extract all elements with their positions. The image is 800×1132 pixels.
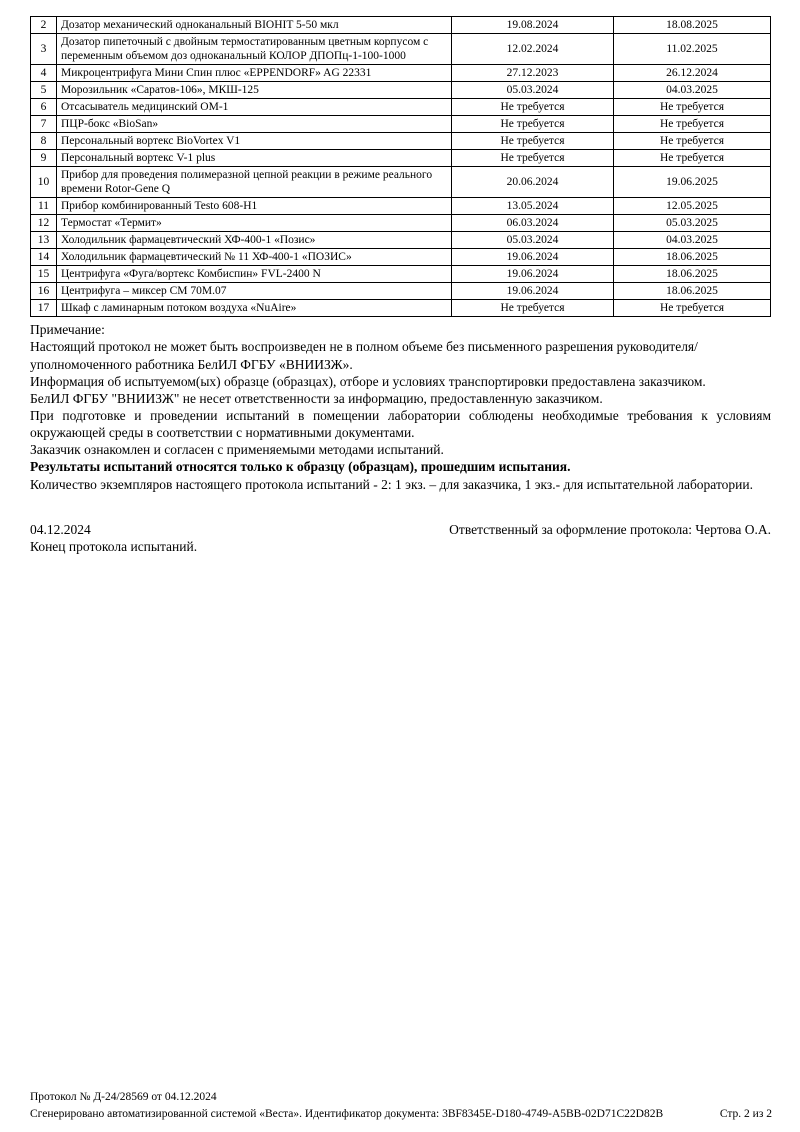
footer-protocol-number: Протокол № Д-24/28569 от 04.12.2024	[30, 1091, 217, 1103]
verification-date-cell: Не требуется	[452, 99, 614, 116]
validity-date-cell: 04.03.2025	[614, 82, 771, 99]
equipment-name-cell: Персональный вортекс BioVortex V1	[57, 133, 452, 150]
table-row	[31, 65, 771, 82]
verification-date-cell: Не требуется	[452, 150, 614, 167]
table-row	[31, 283, 771, 300]
table-row	[31, 150, 771, 167]
equipment-name-cell: Прибор для проведения полимеразной цепной реакции в режиме реального времени Rotor-Gene Q	[57, 167, 452, 198]
note-paragraph: Настоящий протокол не может быть воспроизведен не в полном объеме без письменного разрешения руководителя/уполномоченного работника БелИЛ ФГБУ «ВНИИЗЖ».	[30, 339, 698, 372]
footer-page-number: Стр. 2 из 2	[719, 1108, 772, 1121]
row-number-cell: 2	[31, 17, 57, 34]
validity-date-cell: 18.06.2025	[614, 266, 771, 283]
validity-date-cell: 05.03.2025	[614, 215, 771, 232]
table-row	[31, 215, 771, 232]
notes-paragraphs	[30, 338, 771, 492]
footer-generated-row	[30, 1106, 772, 1123]
page-content	[30, 16, 771, 555]
row-number-cell: 6	[31, 99, 57, 116]
table-row	[31, 133, 771, 150]
verification-date-cell: 13.05.2024	[452, 198, 614, 215]
row-number-cell: 5	[31, 82, 57, 99]
verification-date-cell: 05.03.2024	[452, 82, 614, 99]
row-number-cell: 4	[31, 65, 57, 82]
validity-date-cell: 18.08.2025	[614, 17, 771, 34]
equipment-name-cell: Дозатор механический одноканальный BIOHIT 5-50 мкл	[57, 17, 452, 34]
table-row	[31, 300, 771, 317]
note-paragraph: Количество экземпляров настоящего протокола испытаний - 2: 1 экз. – для заказчика, 1 экз.- для испытательной лаборатории.	[30, 476, 753, 492]
verification-date-cell: Не требуется	[452, 300, 614, 317]
verification-date-cell: 19.08.2024	[452, 17, 614, 34]
row-number-cell: 11	[31, 198, 57, 215]
equipment-name-cell: Морозильник «Саратов-106», МКШ-125	[57, 82, 452, 99]
footer-generated-text: Сгенерировано автоматизированной системой «Веста». Идентификатор документа: 3BF8345E-D180-4749-A5BB-02D71C22D82B	[30, 1108, 664, 1121]
equipment-name-cell: Центрифуга – миксер СМ 70М.07	[57, 283, 452, 300]
verification-date-cell: 19.06.2024	[452, 249, 614, 266]
table-row	[31, 17, 771, 34]
validity-date-cell: Не требуется	[614, 99, 771, 116]
row-number-cell: 17	[31, 300, 57, 317]
validity-date-cell: Не требуется	[614, 133, 771, 150]
verification-date-cell: 06.03.2024	[452, 215, 614, 232]
table-row	[31, 34, 771, 65]
equipment-name-cell: Термостат «Термит»	[57, 215, 452, 232]
notes-section	[30, 321, 771, 492]
equipment-name-cell: Микроцентрифуга Мини Спин плюс «EPPENDORF» AG 22331	[57, 65, 452, 82]
equipment-name-cell: Центрифуга «Фуга/вортекс Комбиспин» FVL-2400 N	[57, 266, 452, 283]
end-of-protocol-text: Конец протокола испытаний.	[30, 538, 198, 554]
equipment-name-cell: Холодильник фармацевтический № 11 ХФ-400-1 «ПОЗИС»	[57, 249, 452, 266]
verification-date-cell: Не требуется	[452, 116, 614, 133]
note-paragraph: Информация об испытуемом(ых) образце (образцах), отборе и условиях транспортировки предоставлена заказчиком.	[30, 373, 706, 389]
verification-date-cell: 19.06.2024	[452, 266, 614, 283]
validity-date-cell: 12.05.2025	[614, 198, 771, 215]
verification-date-cell: 20.06.2024	[452, 167, 614, 198]
verification-date-cell: Не требуется	[452, 133, 614, 150]
protocol-date: 04.12.2024	[30, 521, 91, 537]
validity-date-cell: 18.06.2025	[614, 283, 771, 300]
equipment-table-body	[31, 17, 771, 317]
note-paragraph: Заказчик ознакомлен и согласен с применяемыми методами испытаний.	[30, 442, 444, 458]
table-row	[31, 232, 771, 249]
table-row	[31, 116, 771, 133]
validity-date-cell: 26.12.2024	[614, 65, 771, 82]
row-number-cell: 8	[31, 133, 57, 150]
table-row	[31, 99, 771, 116]
verification-date-cell: 27.12.2023	[452, 65, 614, 82]
note-paragraph: При подготовке и проведении испытаний в помещении лаборатории соблюдены необходимые требования к условиям окружающей среды в соответствии с нормативными документами.	[30, 407, 771, 441]
validity-date-cell: Не требуется	[614, 116, 771, 133]
notes-label: Примечание:	[30, 322, 105, 338]
table-row	[31, 249, 771, 266]
row-number-cell: 9	[31, 150, 57, 167]
signoff-section	[30, 521, 771, 555]
validity-date-cell: Не требуется	[614, 300, 771, 317]
equipment-name-cell: Отсасыватель медицинский ОМ-1	[57, 99, 452, 116]
validity-date-cell: Не требуется	[614, 150, 771, 167]
table-row	[31, 266, 771, 283]
validity-date-cell: 04.03.2025	[614, 232, 771, 249]
row-number-cell: 3	[31, 34, 57, 65]
row-number-cell: 13	[31, 232, 57, 249]
validity-date-cell: 19.06.2025	[614, 167, 771, 198]
equipment-name-cell: Персональный вортекс V-1 plus	[57, 150, 452, 167]
verification-date-cell: 19.06.2024	[452, 283, 614, 300]
page-footer	[30, 1089, 772, 1124]
table-row	[31, 167, 771, 198]
row-number-cell: 16	[31, 283, 57, 300]
table-row	[31, 198, 771, 215]
responsible-person: Ответственный за оформление протокола: Чертова О.А.	[449, 521, 771, 537]
verification-date-cell: 05.03.2024	[452, 232, 614, 249]
equipment-name-cell: Холодильник фармацевтический ХФ-400-1 «Позис»	[57, 232, 452, 249]
row-number-cell: 10	[31, 167, 57, 198]
row-number-cell: 15	[31, 266, 57, 283]
row-number-cell: 7	[31, 116, 57, 133]
signoff-row	[30, 521, 771, 538]
equipment-name-cell: ПЦР-бокс «BioSan»	[57, 116, 452, 133]
table-row	[31, 82, 771, 99]
validity-date-cell: 18.06.2025	[614, 249, 771, 266]
row-number-cell: 12	[31, 215, 57, 232]
validity-date-cell: 11.02.2025	[614, 34, 771, 65]
verification-date-cell: 12.02.2024	[452, 34, 614, 65]
note-paragraph: Результаты испытаний относятся только к образцу (образцам), прошедшим испытания.	[30, 459, 571, 475]
equipment-name-cell: Шкаф с ламинарным потоком воздуха «NuAire»	[57, 300, 452, 317]
note-paragraph: БелИЛ ФГБУ "ВНИИЗЖ" не несет ответственности за информацию, предоставленную заказчиком.	[30, 390, 603, 406]
equipment-table	[30, 16, 771, 317]
equipment-name-cell: Дозатор пипеточный с двойным термостатированным цветным корпусом с переменным объемом доз одноканальный КОЛОР ДПОПц-1-100-1000	[57, 34, 452, 65]
equipment-name-cell: Прибор комбинированный Testo 608-H1	[57, 198, 452, 215]
row-number-cell: 14	[31, 249, 57, 266]
